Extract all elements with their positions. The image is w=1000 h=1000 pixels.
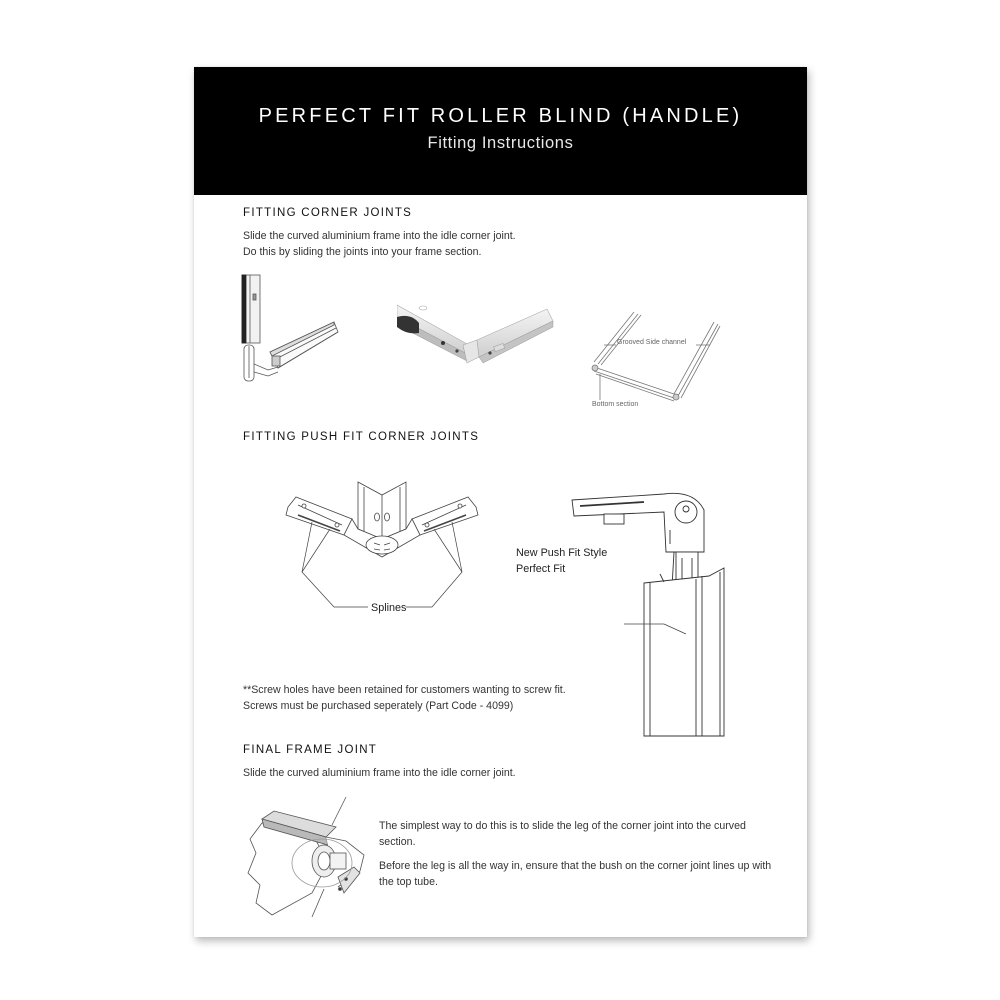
section-heading-final-frame-joint: FINAL FRAME JOINT [243, 744, 378, 756]
new-push-fit-diagram [564, 482, 744, 737]
grooved-side-channel-label: Grooved Side channel [617, 339, 687, 346]
bottom-section-label: Bottom section [592, 401, 639, 408]
splines-label: Splines [371, 602, 407, 614]
instruction-sheet [194, 67, 807, 937]
push-fit-label-line1: New Push Fit Style [516, 547, 608, 559]
push-fit-corner-joint-diagram [282, 477, 482, 612]
screw-note-line1: **Screw holes have been retained for customers wanting to screw fit. [243, 684, 566, 696]
section-text: Slide the curved aluminium frame into the idle corner joint. [243, 230, 516, 242]
final-joint-instruction-2: Before the leg is all the way in, ensure that the bush on the corner joint lines up with the top tube. [379, 860, 772, 888]
push-fit-label-line2: Perfect Fit [516, 563, 566, 575]
frame-assembly-diagram [584, 312, 734, 412]
final-frame-joint-diagram [242, 793, 387, 921]
section-heading-push-fit: FITTING PUSH FIT CORNER JOINTS [243, 431, 480, 443]
section-heading-corner-joints: FITTING CORNER JOINTS [243, 207, 413, 219]
document-title: PERFECT FIT ROLLER BLIND (HANDLE) [258, 105, 743, 127]
section-text: Slide the curved aluminium frame into the idle corner joint. [243, 767, 516, 779]
document-subtitle: Fitting Instructions [427, 134, 574, 152]
header-banner [194, 67, 807, 195]
section-text: Do this by sliding the joints into your frame section. [243, 246, 482, 258]
final-joint-instruction-1: The simplest way to do this is to slide the leg of the corner joint into the curved section. [379, 820, 746, 848]
screw-note-line2: Screws must be purchased seperately (Part Code - 4099) [243, 700, 514, 712]
frame-leg-into-corner-diagram [234, 272, 374, 387]
assembled-corner-photo [397, 295, 567, 375]
